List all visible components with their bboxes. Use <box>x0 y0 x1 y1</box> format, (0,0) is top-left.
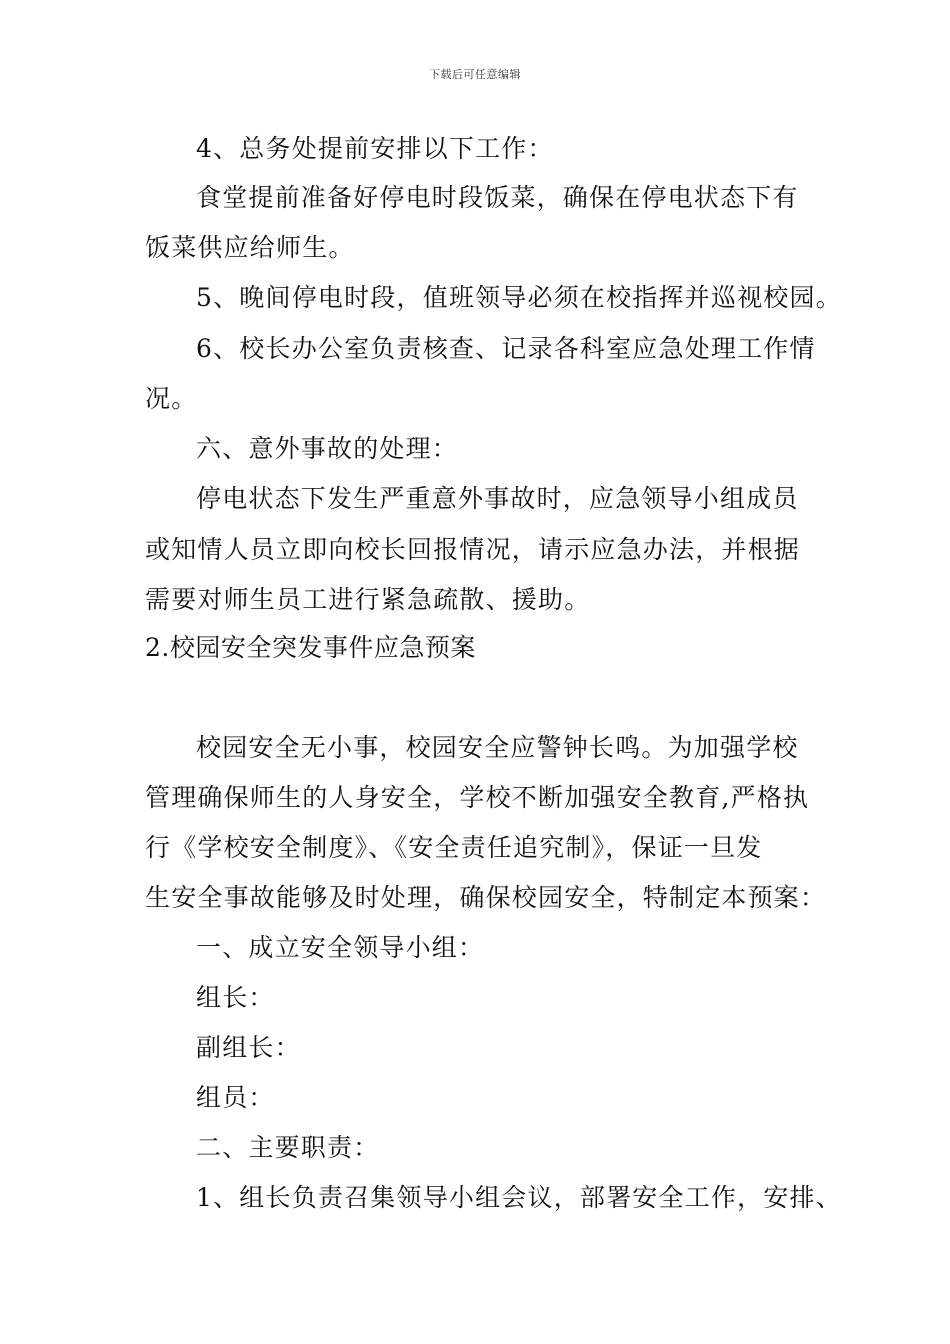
paragraph-line: 或知情人员立即向校长回报情况，请示应急办法，并根据 <box>145 535 801 564</box>
paragraph-line: 组长： <box>196 983 275 1012</box>
paragraph-line: 副组长： <box>196 1033 301 1062</box>
paragraph-line: 6、校长办公室负责核查、记录各科室应急处理工作情 <box>196 334 816 363</box>
paragraph-line: 需要对师生员工进行紧急疏散、援助。 <box>145 585 591 614</box>
paragraph-line: 况。 <box>145 384 198 413</box>
paragraph-line: 生安全事故能够及时处理，确保校园安全，特制定本预案： <box>145 883 827 912</box>
paragraph-line: 管理确保师生的人身安全，学校不断加强安全教育,严格执 <box>145 783 810 812</box>
paragraph-line: 1、组长负责召集领导小组会议，部署安全工作，安排、 <box>196 1183 842 1212</box>
paragraph-line: 组员： <box>196 1083 275 1112</box>
paragraph-line: 5、晚间停电时段，值班领导必须在校指挥并巡视校园。 <box>196 283 842 312</box>
paragraph-line: 饭菜供应给师生。 <box>145 233 355 262</box>
section-heading: 二、主要职责： <box>196 1133 380 1162</box>
paragraph-line: 食堂提前准备好停电时段饭菜，确保在停电状态下有 <box>196 183 799 212</box>
paragraph-line: 停电状态下发生严重意外事故时，应急领导小组成员 <box>196 484 799 513</box>
paragraph-line: 4、总务处提前安排以下工作： <box>196 134 554 163</box>
paragraph-line: 行《学校安全制度》、《安全责任追究制》，保证一旦发 <box>145 833 763 862</box>
page-header: 下载后可任意编辑 <box>429 68 521 81</box>
section-heading: 六、意外事故的处理： <box>196 434 459 463</box>
document-title: 2.校园安全突发事件应急预案 <box>145 633 476 662</box>
paragraph-line: 校园安全无小事，校园安全应警钟长鸣。为加强学校 <box>196 733 799 762</box>
section-heading: 一、成立安全领导小组： <box>196 933 485 962</box>
